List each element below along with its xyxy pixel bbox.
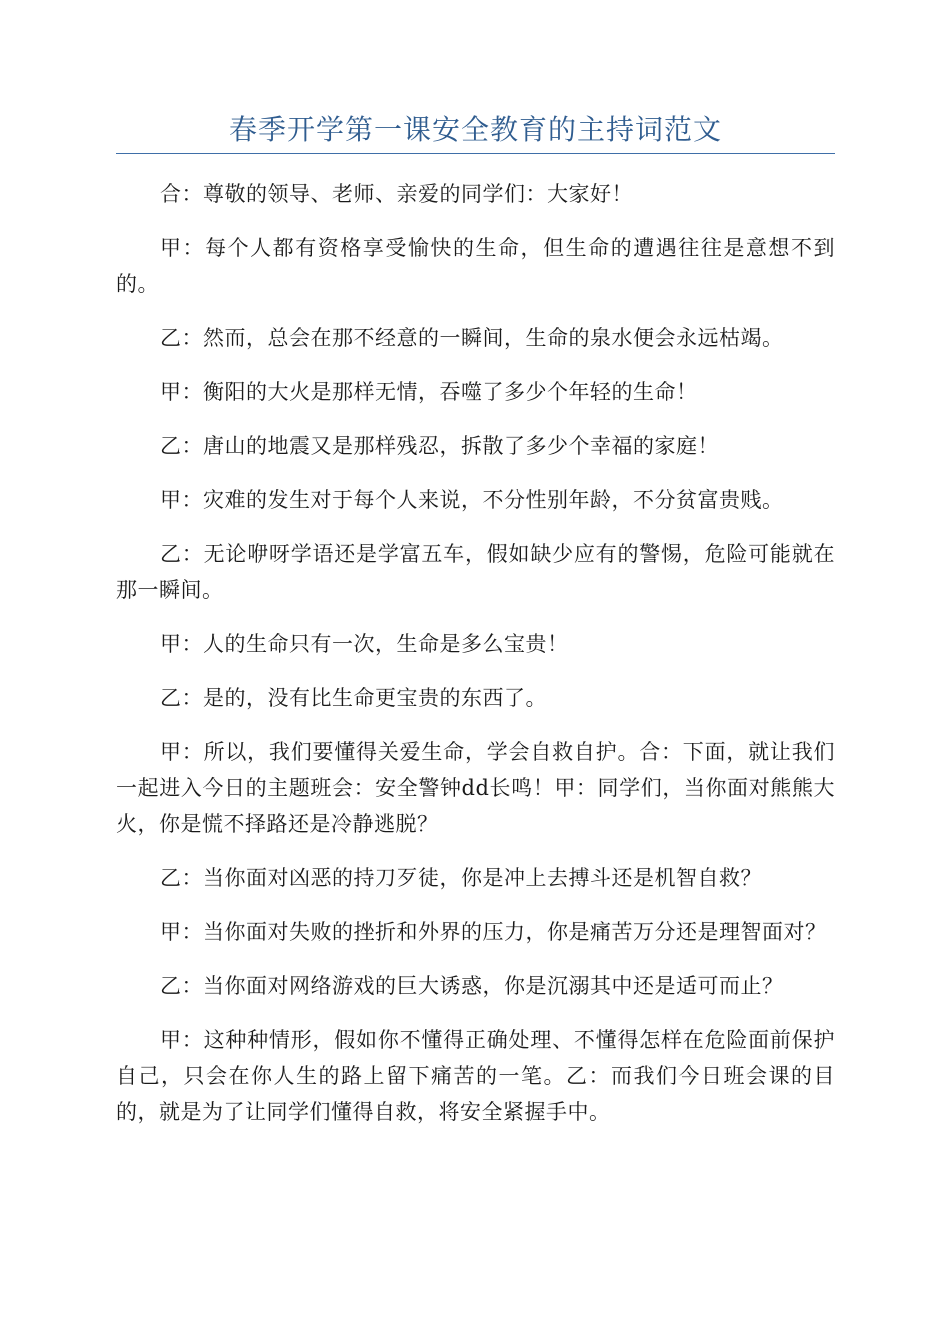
paragraph: 乙：是的，没有比生命更宝贵的东西了。 <box>160 686 547 710</box>
paragraph: 乙：唐山的地震又是那样残忍，拆散了多少个幸福的家庭！ <box>160 434 719 458</box>
paragraph: 乙：无论咿呀学语还是学富五车，假如缺少应有的警惕，危险可能就在那一瞬间。 <box>116 542 835 602</box>
paragraph: 乙：然而，总会在那不经意的一瞬间，生命的泉水便会永远枯竭。 <box>160 326 784 350</box>
paragraph: 甲：这种种情形，假如你不懂得正确处理、不懂得怎样在危险面前保护自己，只会在你人生的路上留下痛苦的一笔。乙：而我们今日班会课的目的，就是为了让同学们懂得自救，将安全紧握手中。 <box>116 1028 835 1124</box>
paragraph: 甲：每个人都有资格享受愉快的生命，但生命的遭遇往往是意想不到的。 <box>116 236 835 296</box>
paragraph: 合：尊敬的领导、老师、亲爱的同学们：大家好！ <box>160 182 633 206</box>
paragraph: 甲：人的生命只有一次，生命是多么宝贵！ <box>160 632 569 656</box>
paragraph: 甲：所以，我们要懂得关爱生命，学会自救自护。合：下面，就让我们一起进入今日的主题班会：安全警钟dd长鸣！甲：同学们，当你面对熊熊大火，你是慌不择路还是冷静逃脱？ <box>116 740 835 836</box>
title-block <box>116 110 835 156</box>
paragraph: 甲：灾难的发生对于每个人来说，不分性别年龄，不分贫富贵贱。 <box>160 488 784 512</box>
title-underline <box>116 153 835 154</box>
paragraph: 乙：当你面对凶恶的持刀歹徒，你是冲上去搏斗还是机智自救？ <box>160 866 762 890</box>
paragraph: 乙：当你面对网络游戏的巨大诱惑，你是沉溺其中还是适可而止？ <box>160 974 784 998</box>
paragraph: 甲：当你面对失败的挫折和外界的压力，你是痛苦万分还是理智面对？ <box>160 920 827 944</box>
document-body <box>116 176 835 1148</box>
paragraph: 甲：衡阳的大火是那样无情，吞噬了多少个年轻的生命！ <box>160 380 698 404</box>
document-title: 春季开学第一课安全教育的主持词范文 <box>228 113 722 146</box>
